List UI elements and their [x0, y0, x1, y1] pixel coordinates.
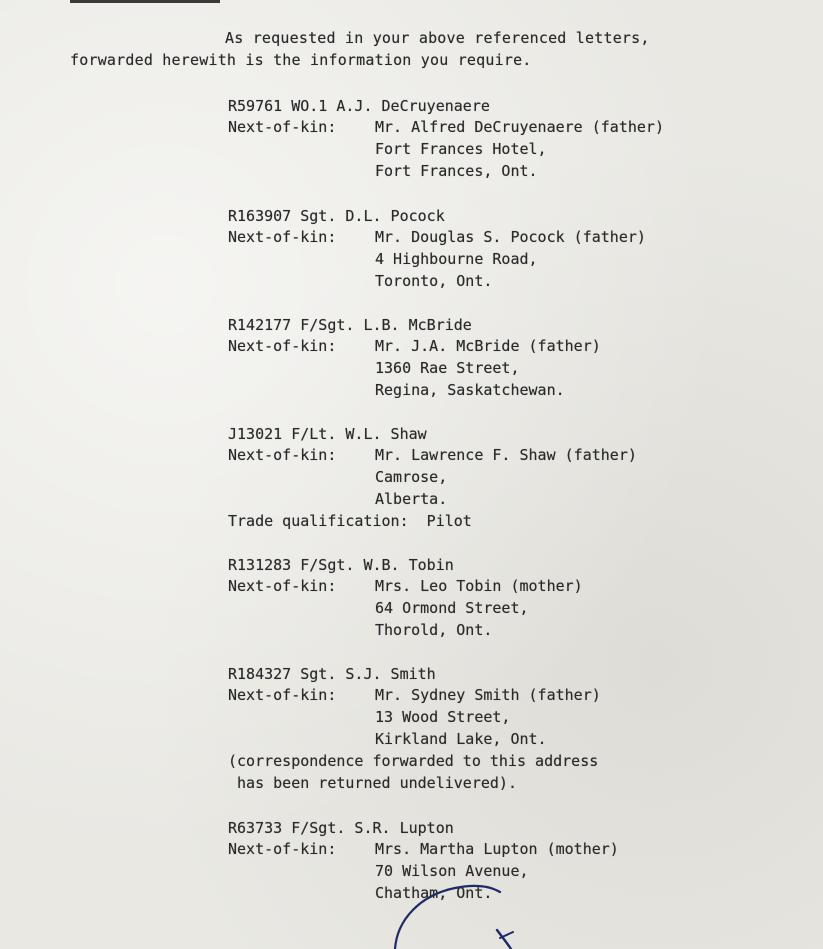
address-line: Toronto, Ont.	[375, 272, 493, 290]
next-of-kin-name: Mr. Alfred DeCruyenaere (father)	[375, 118, 664, 136]
address-line: 70 Wilson Avenue,	[375, 862, 529, 880]
service-number-name: R63733 F/Sgt. S.R. Lupton	[228, 819, 454, 837]
next-of-kin-name: Mrs. Leo Tobin (mother)	[375, 577, 583, 595]
next-of-kin-name: Mr. Lawrence F. Shaw (father)	[375, 446, 637, 464]
address-line: Camrose,	[375, 468, 448, 486]
next-of-kin-label: Next-of-kin:	[228, 118, 337, 136]
service-number-name: R163907 Sgt. D.L. Pocock	[228, 207, 445, 225]
next-of-kin-label: Next-of-kin:	[228, 840, 337, 858]
address-line: Alberta.	[375, 490, 448, 508]
address-line: Chatham, Ont.	[375, 884, 493, 902]
next-of-kin-label: Next-of-kin:	[228, 337, 337, 355]
next-of-kin-name: Mrs. Martha Lupton (mother)	[375, 840, 619, 858]
next-of-kin-name: Mr. Douglas S. Pocock (father)	[375, 228, 646, 246]
address-line: 13 Wood Street,	[375, 708, 511, 726]
next-of-kin-label: Next-of-kin:	[228, 446, 337, 464]
intro-line-2: forwarded herewith is the information you require.	[70, 51, 532, 69]
service-number-name: R142177 F/Sgt. L.B. McBride	[228, 316, 472, 334]
service-number-name: J13021 F/Lt. W.L. Shaw	[228, 425, 427, 443]
address-line: Fort Frances Hotel,	[375, 140, 547, 158]
address-line: Kirkland Lake, Ont.	[375, 730, 547, 748]
service-number-name: R59761 WO.1 A.J. DeCruyenaere	[228, 97, 490, 115]
top-rule	[70, 0, 220, 3]
address-line: Fort Frances, Ont.	[375, 162, 538, 180]
address-line: 1360 Rae Street,	[375, 359, 520, 377]
address-line: Regina, Saskatchewan.	[375, 381, 565, 399]
next-of-kin-label: Next-of-kin:	[228, 686, 337, 704]
address-line: 64 Ormond Street,	[375, 599, 529, 617]
service-number-name: R184327 Sgt. S.J. Smith	[228, 665, 436, 683]
next-of-kin-label: Next-of-kin:	[228, 577, 337, 595]
next-of-kin-name: Mr. Sydney Smith (father)	[375, 686, 601, 704]
service-number-name: R131283 F/Sgt. W.B. Tobin	[228, 556, 454, 574]
next-of-kin-label: Next-of-kin:	[228, 228, 337, 246]
correspondence-note: (correspondence forwarded to this address	[228, 752, 599, 770]
trade-qualification: Trade qualification: Pilot	[228, 512, 472, 530]
correspondence-note: has been returned undelivered).	[228, 774, 517, 792]
address-line: 4 Highbourne Road,	[375, 250, 538, 268]
handwritten-signature	[385, 880, 525, 949]
intro-line-1: As requested in your above referenced letters,	[225, 29, 650, 47]
next-of-kin-name: Mr. J.A. McBride (father)	[375, 337, 601, 355]
address-line: Thorold, Ont.	[375, 621, 493, 639]
